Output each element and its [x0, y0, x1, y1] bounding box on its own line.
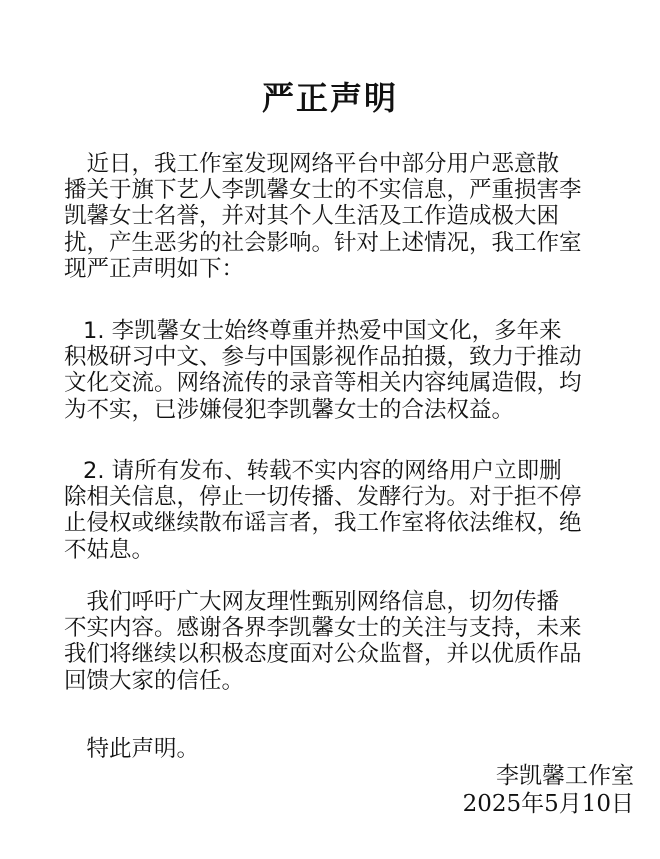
statement-item-2: [64, 458, 644, 563]
document-title: 严正声明: [261, 79, 398, 117]
item-1-line: 积极研习中文、参与中国影视作品拍摄，致力于推动: [64, 344, 582, 371]
item-2-line: 2. 请所有发布、转载不实内容的网络用户立即删: [83, 458, 562, 484]
closing-statement-line: 特此声明。: [64, 736, 200, 762]
intro-line: 现严正声明如下：: [64, 255, 245, 282]
signature-organization: 李凯馨工作室: [496, 763, 634, 789]
item-2-line: 除相关信息，停止一切传播、发酵行为。对于拒不停: [64, 484, 582, 511]
signature-date: 2025年5月10日: [462, 791, 634, 817]
closing-statement: [64, 736, 644, 762]
closing-line: 回馈大家的信任。: [64, 667, 245, 694]
item-2-line: 不姑息。: [64, 536, 155, 563]
intro-line: 播关于旗下艺人李凯馨女士的不实信息，严重损害李: [64, 177, 582, 204]
intro-paragraph: [64, 151, 644, 282]
item-1-line: 文化交流。网络流传的录音等相关内容纯属造假，均: [64, 370, 582, 397]
intro-line: 近日，我工作室发现网络平台中部分用户恶意散: [64, 151, 560, 177]
intro-line: 扰，产生恶劣的社会影响。针对上述情况，我工作室: [64, 229, 582, 256]
item-1-line: 1. 李凯馨女士始终尊重并热爱中国文化，多年来: [83, 318, 562, 344]
item-1-line: 为不实，已涉嫌侵犯李凯馨女士的合法权益。: [64, 396, 515, 423]
intro-line: 凯馨女士名誉，并对其个人生活及工作造成极大困: [64, 203, 560, 230]
closing-line: 我们将继续以积极态度面对公众监督，并以优质作品: [64, 641, 582, 668]
closing-line: 我们呼吁广大网友理性甄别网络信息，切勿传播: [64, 589, 560, 615]
statement-item-1: [64, 318, 644, 423]
closing-line: 不实内容。感谢各界李凯馨女士的关注与支持，未来: [64, 615, 582, 642]
item-2-line: 止侵权或继续散布谣言者，我工作室将依法维权，绝: [64, 510, 582, 537]
closing-paragraph: [64, 589, 644, 694]
